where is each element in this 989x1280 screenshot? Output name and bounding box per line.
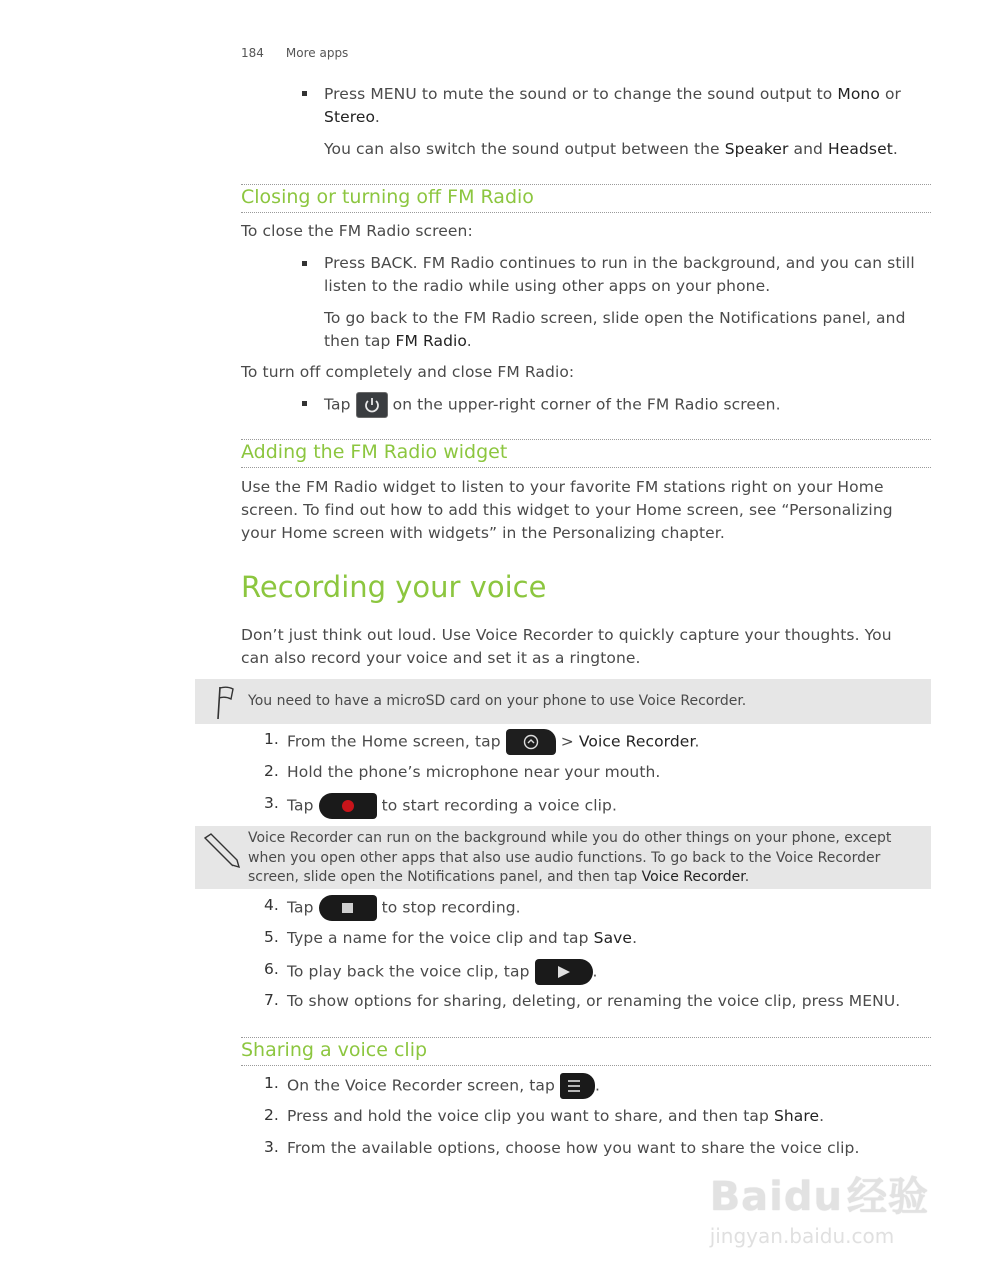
closing-bullet-1: Press BACK. FM Radio continues to run in the background, and you can still listen to the radio while using other apps on your phone.	[324, 254, 915, 295]
stop-icon	[319, 895, 377, 921]
step-2: Hold the phone’s microphone near your mouth.	[287, 763, 661, 781]
step-1: From the Home screen, tap > Voice Recorder.	[287, 729, 700, 755]
tip-text: Voice Recorder can run on the background while you do other things on your phone, except when you open other apps that also use audio functions. To go back to the Voice Recorder screen, slide open the Notifications panel, and then tap Voice Recorder.	[248, 830, 892, 885]
note-text: You need to have a microSD card on your phone to use Voice Recorder.	[248, 693, 747, 709]
step-number: 5.	[264, 928, 279, 946]
recording-intro: Don’t just think out loud. Use Voice Recorder to quickly capture your thoughts. You can also record your voice and set it as a ringtone.	[241, 626, 892, 667]
note-box	[195, 679, 931, 724]
step-number: 2.	[264, 762, 279, 780]
watermark-url: jingyan.baidu.com	[709, 1224, 895, 1248]
step-4: Tap to stop recording.	[287, 895, 521, 921]
section-title-sharing: Sharing a voice clip	[241, 1039, 428, 1061]
share-step-1: On the Voice Recorder screen, tap .	[287, 1073, 600, 1099]
step-number: 7.	[264, 991, 279, 1009]
share-step-3: From the available options, choose how you want to share the voice clip.	[287, 1139, 860, 1157]
home-app-icon	[506, 729, 556, 755]
closing-intro: To close the FM Radio screen:	[241, 222, 473, 240]
step-5: Type a name for the voice clip and tap Save.	[287, 929, 638, 947]
step-number: 4.	[264, 896, 279, 914]
step-6: To play back the voice clip, tap .	[287, 959, 598, 985]
section-title-closing: Closing or turning off FM Radio	[241, 186, 534, 208]
chapter-title-recording: Recording your voice	[241, 570, 547, 604]
record-icon	[319, 793, 377, 819]
step-3: Tap to start recording a voice clip.	[287, 793, 617, 819]
closing-bullet-2: Tap on the upper-right corner of the FM Radio screen.	[324, 392, 781, 418]
page-number: 184	[241, 46, 264, 60]
divider	[241, 1037, 931, 1038]
step-number: 3.	[264, 794, 279, 812]
tip-box	[195, 826, 931, 889]
menu-icon	[560, 1073, 595, 1099]
step-number: 1.	[264, 730, 279, 748]
step-number: 6.	[264, 960, 279, 978]
bullet	[302, 401, 307, 406]
bullet	[302, 91, 307, 96]
closing-intro-2: To turn off completely and close FM Radio:	[241, 363, 575, 381]
step-number: 1.	[264, 1074, 279, 1092]
bullet	[302, 261, 307, 266]
baidu-watermark	[710, 1165, 929, 1248]
step-number: 3.	[264, 1138, 279, 1156]
section-name: More apps	[285, 46, 349, 60]
flag-icon	[215, 685, 237, 721]
share-step-2: Press and hold the voice clip you want to share, and then tap Share.	[287, 1107, 825, 1125]
divider	[241, 1065, 931, 1066]
pencil-icon	[201, 830, 241, 870]
step-number: 2.	[264, 1106, 279, 1124]
play-icon	[535, 959, 593, 985]
widget-paragraph: Use the FM Radio widget to listen to your favorite FM stations right on your Home screen. To find out how to add this widget to your Home screen, see “Personalizing your Home screen with widgets” in the Personalizing chapter.	[241, 478, 893, 542]
divider	[241, 212, 931, 213]
section-title-widget: Adding the FM Radio widget	[241, 441, 508, 463]
power-icon	[356, 392, 388, 418]
running-header	[241, 46, 348, 60]
watermark-logo: Baidu 经验	[709, 1174, 929, 1220]
divider	[241, 439, 931, 440]
fm-bullet-text: Press MENU to mute the sound or to change the sound output to Mono or Stereo.	[324, 85, 902, 126]
step-7: To show options for sharing, deleting, or renaming the voice clip, press MENU.	[287, 992, 901, 1010]
divider	[241, 184, 931, 185]
divider	[241, 467, 931, 468]
fm-bullet-sub: You can also switch the sound output between the Speaker and Headset.	[324, 140, 898, 158]
closing-bullet-1-sub: To go back to the FM Radio screen, slide open the Notifications panel, and then tap FM Radio.	[324, 309, 906, 350]
